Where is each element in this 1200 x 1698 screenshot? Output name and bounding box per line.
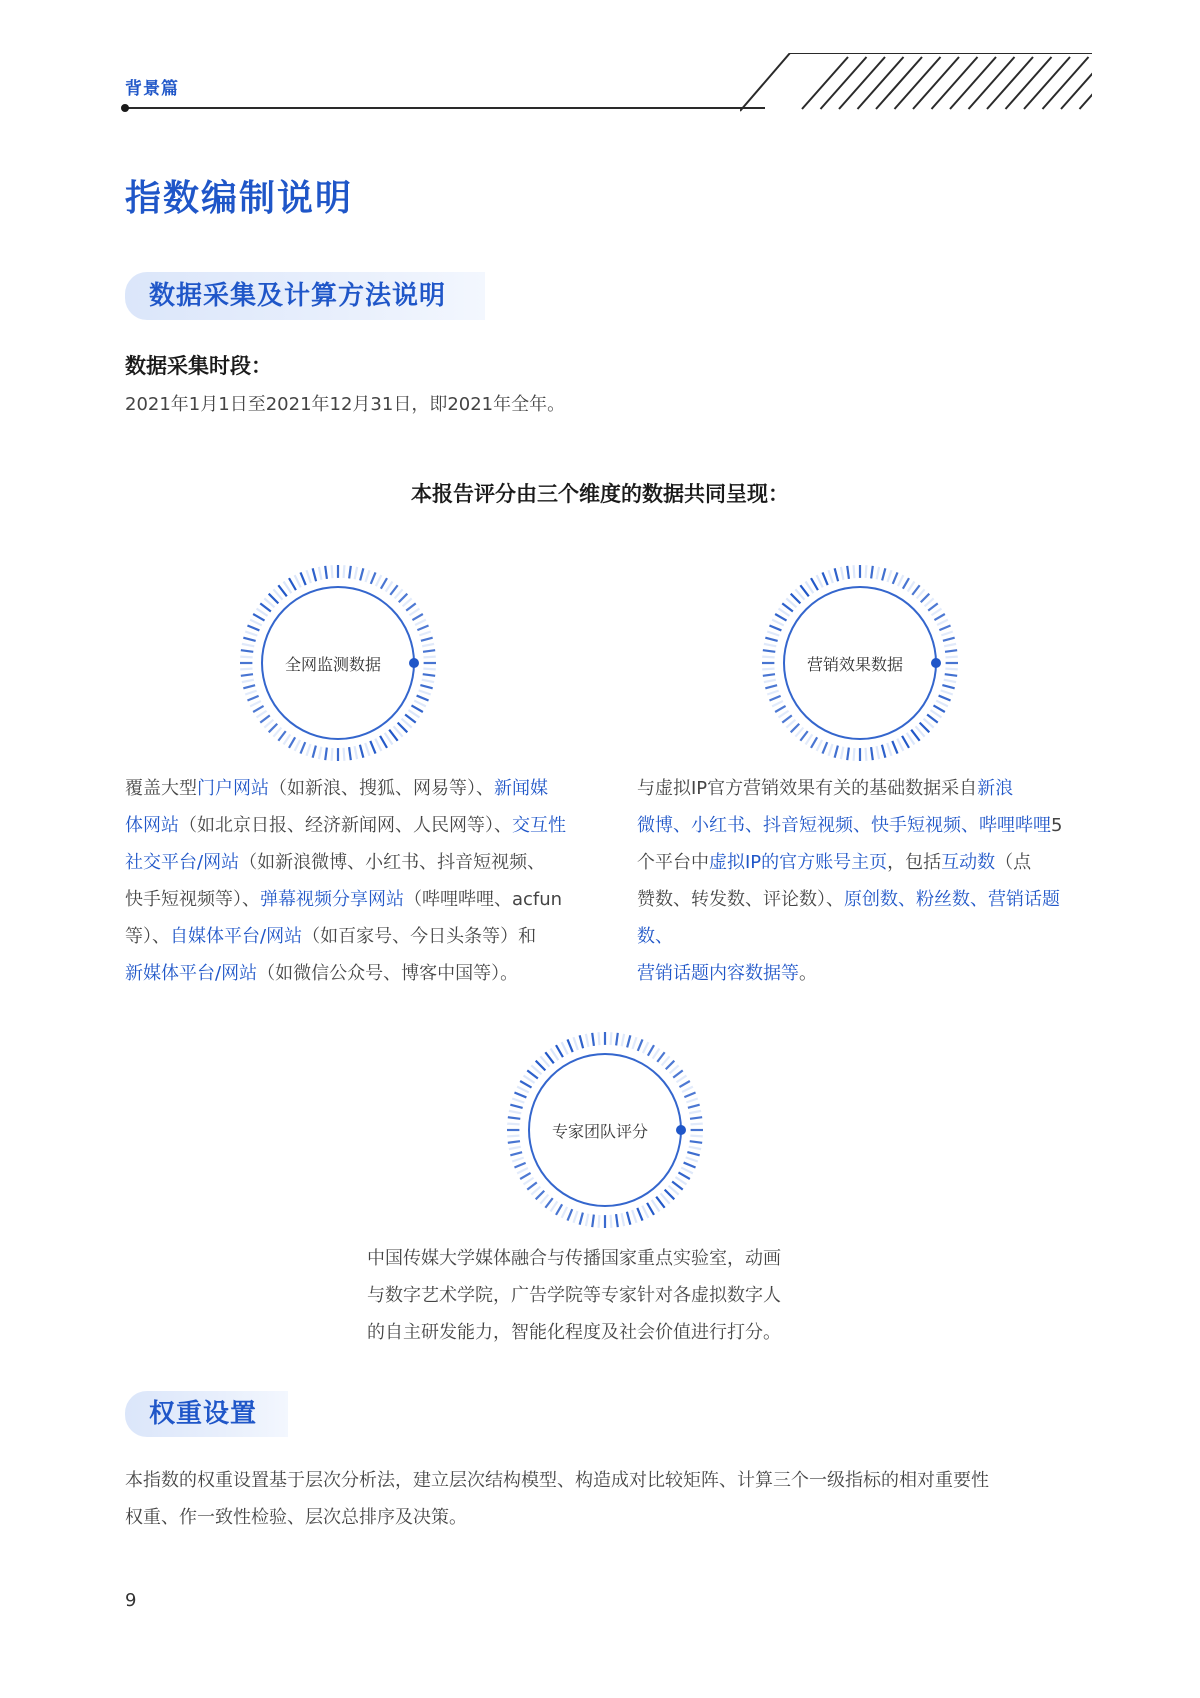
description-text: 中国传媒大学媒体融合与传播国家重点实验室，动画 — [367, 1248, 781, 1269]
stripe-line — [1006, 57, 1052, 109]
description-text: 与虚拟IP官方营销效果有关的基础数据采自 — [637, 778, 978, 799]
description-line — [637, 881, 1092, 955]
weights-line: 权重、作一致性检验、层次总排序及决策。 — [125, 1507, 467, 1528]
description-line — [125, 955, 570, 992]
dimension-description-expert — [367, 1240, 847, 1351]
dimension-label: 全网监测数据 — [284, 654, 381, 674]
header-dot-icon — [121, 104, 129, 112]
dimension-description-web-monitoring — [125, 770, 570, 992]
weights-line: 本指数的权重设置基于层次分析法，建立层次结构模型、构造成对比较矩阵、计算三个一级指标的相对重要性 — [125, 1470, 989, 1491]
highlight-term: 体网站 — [125, 815, 179, 836]
description-text: 。 — [799, 963, 817, 984]
highlight-term: 新媒体平台/网站 — [125, 963, 258, 984]
description-text: 的自主研发能力，智能化程度及社会价值进行打分。 — [367, 1322, 781, 1343]
description-text: 5 — [1051, 815, 1063, 836]
description-text: （点 — [995, 852, 1032, 873]
dimension-ring-marketing — [760, 563, 960, 763]
section-heading-data-collection: 数据采集及计算方法说明 — [125, 272, 485, 320]
stripe-line — [1024, 57, 1070, 109]
description-text: （如新浪、搜狐、网易等）、 — [269, 778, 494, 799]
stripe-line — [802, 57, 848, 109]
stripe-line — [1043, 57, 1089, 109]
description-text: 与数字艺术学院，广告学院等专家针对各虚拟数字人 — [367, 1285, 781, 1306]
description-text: 个平台中 — [637, 852, 709, 873]
highlight-term: 新闻媒 — [494, 778, 548, 799]
description-text: 覆盖大型 — [125, 778, 197, 799]
highlight-term: 营销话题内容数据等 — [637, 963, 799, 984]
description-line — [367, 1277, 847, 1314]
dimension-ring-expert — [505, 1030, 705, 1230]
description-line — [637, 770, 1092, 807]
description-text: 赞数、转发数、评论数）、 — [637, 889, 844, 910]
stripe-line — [839, 57, 885, 109]
description-line — [125, 881, 570, 918]
description-text: （如百家号、今日头条等）和 — [302, 926, 537, 947]
highlight-term: 社交平台/网站 — [125, 852, 240, 873]
description-line — [125, 844, 570, 881]
description-line — [367, 1314, 847, 1351]
stripe-line — [895, 57, 941, 109]
stripe-line — [858, 57, 904, 109]
stripe-line — [969, 57, 1015, 109]
description-line — [125, 807, 570, 844]
highlight-term: 虚拟IP的官方账号主页 — [709, 852, 888, 873]
description-line — [125, 770, 570, 807]
stripe-line — [987, 57, 1033, 109]
section-tag: 背景篇 — [125, 79, 179, 99]
highlight-term: 互动数 — [941, 852, 996, 873]
description-line — [637, 807, 1092, 844]
period-text: 2021年1月1日至2021年12月31日，即2021年全年。 — [125, 394, 566, 415]
description-text: （如微信公众号、博客中国等）。 — [257, 963, 519, 984]
highlight-term: 门户网站 — [197, 778, 269, 799]
weights-paragraph — [125, 1462, 1090, 1536]
stripe-line — [821, 57, 867, 109]
stripe-line — [932, 57, 978, 109]
highlight-term: 弹幕视频分享网站 — [260, 889, 404, 910]
stripe-line — [950, 57, 996, 109]
highlight-term: 微博、小红书、抖音短视频、快手短视频、哔哩哔哩 — [637, 815, 1051, 836]
description-line — [367, 1240, 847, 1277]
header-divider — [125, 107, 765, 109]
highlight-term: 新浪 — [977, 778, 1014, 799]
stripe-line — [876, 57, 922, 109]
section-heading-weights: 权重设置 — [125, 1391, 288, 1437]
description-text: （如北京日报、经济新闻网、人民网等）、 — [179, 815, 512, 836]
description-line — [637, 955, 1092, 992]
header-stripes-decoration — [740, 53, 1092, 113]
dimensions-lead: 本报告评分由三个维度的数据共同呈现： — [411, 482, 789, 506]
description-text: 快手短视频等）、 — [125, 889, 260, 910]
stripe-line — [913, 57, 959, 109]
dimension-ring-web-monitoring — [238, 563, 438, 763]
description-line — [637, 844, 1092, 881]
dimension-description-marketing — [637, 770, 1092, 992]
description-text: （如新浪微博、小红书、抖音短视频、 — [239, 852, 546, 873]
page-number: 9 — [125, 1590, 137, 1611]
highlight-term: 交互性 — [512, 815, 566, 836]
description-line — [125, 918, 570, 955]
highlight-term: 自媒体平台/网站 — [170, 926, 303, 947]
highlight-term: 原创数、粉丝数、营销话题数、 — [637, 889, 1060, 947]
dimension-label: 专家团队评分 — [551, 1121, 648, 1141]
period-label: 数据采集时段： — [125, 354, 272, 378]
description-text: （哔哩哔哩、acfun — [404, 889, 563, 910]
page-title: 指数编制说明 — [125, 178, 354, 219]
dimension-label: 营销效果数据 — [806, 654, 903, 674]
description-text: ，包括 — [887, 852, 942, 873]
description-text: 等）、 — [125, 926, 170, 947]
